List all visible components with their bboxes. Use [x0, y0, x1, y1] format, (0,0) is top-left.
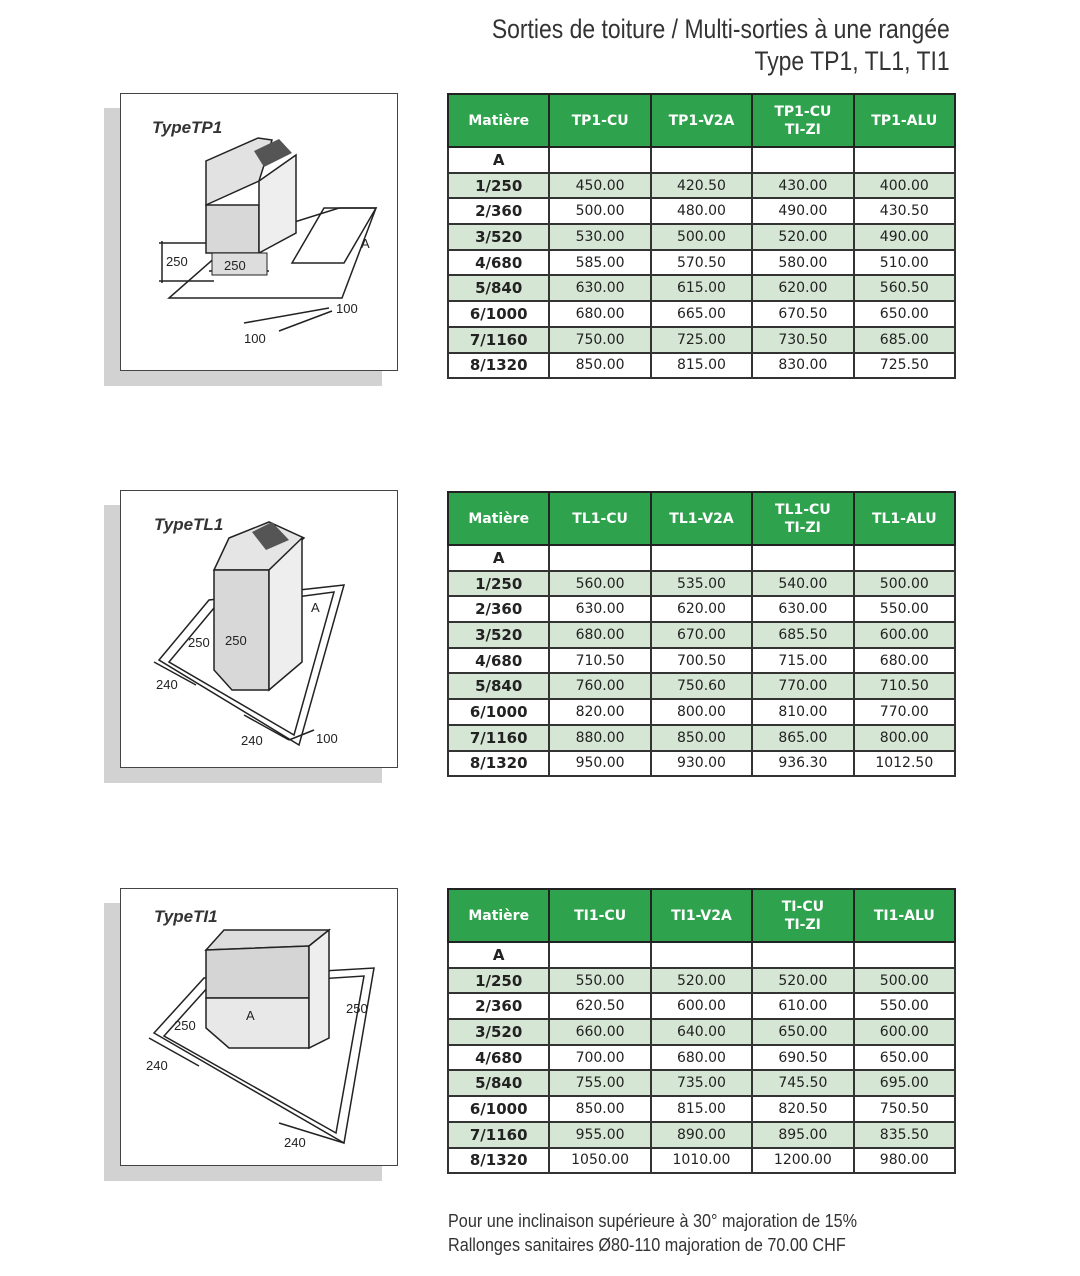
svg-text:A: A: [361, 236, 370, 251]
tl1-diagram: [104, 490, 398, 783]
size-cell: 2/360: [448, 596, 549, 622]
price-cell: 715.00: [752, 648, 853, 674]
price-cell: 950.00: [549, 751, 650, 777]
price-cell: 600.00: [854, 1019, 955, 1045]
svg-text:100: 100: [316, 731, 338, 746]
price-cell: 865.00: [752, 725, 853, 751]
svg-text:TypeTP1: TypeTP1: [152, 118, 223, 137]
svg-text:250: 250: [174, 1018, 196, 1033]
price-cell: 530.00: [549, 224, 650, 250]
price-cell: 850.00: [651, 725, 752, 751]
empty-cell: [651, 942, 752, 968]
page-subtitle: Type TP1, TL1, TI1: [754, 46, 950, 76]
empty-cell: [854, 942, 955, 968]
price-cell: 650.00: [752, 1019, 853, 1045]
price-cell: 750.00: [549, 327, 650, 353]
note-extensions: Rallonges sanitaires Ø80-110 majoration de 70.00 CHF: [448, 1235, 846, 1255]
price-cell: 600.00: [854, 622, 955, 648]
column-header: TL1-CU: [549, 492, 650, 545]
empty-cell: [651, 545, 752, 571]
size-cell: 2/360: [448, 993, 549, 1019]
header-row: [448, 492, 955, 545]
price-cell: 700.50: [651, 648, 752, 674]
ti1-diagram: [104, 888, 398, 1181]
table-row: [448, 301, 955, 327]
price-cell: 560.00: [549, 571, 650, 597]
price-cell: 500.00: [854, 968, 955, 994]
svg-text:250: 250: [224, 258, 246, 273]
price-cell: 570.50: [651, 250, 752, 276]
table-row: [448, 250, 955, 276]
svg-text:250: 250: [346, 1001, 368, 1016]
price-cell: 480.00: [651, 198, 752, 224]
table-row: [448, 648, 955, 674]
size-cell: 7/1160: [448, 1122, 549, 1148]
price-cell: 1012.50: [854, 751, 955, 777]
empty-cell: [549, 147, 650, 173]
column-header: TL1-ALU: [854, 492, 955, 545]
price-cell: 550.00: [854, 993, 955, 1019]
table-row: [448, 224, 955, 250]
table-row: [448, 1019, 955, 1045]
size-cell: 3/520: [448, 622, 549, 648]
table-row: [448, 1122, 955, 1148]
table-row: [448, 353, 955, 379]
price-table-ti1: [447, 888, 956, 1174]
subheader-row: [448, 942, 955, 968]
price-cell: 930.00: [651, 751, 752, 777]
figure-tl1: [104, 490, 398, 783]
price-cell: 450.00: [549, 173, 650, 199]
size-cell: 5/840: [448, 1070, 549, 1096]
table-row: [448, 1045, 955, 1071]
column-header: Matière: [448, 94, 549, 147]
header-row: [448, 94, 955, 147]
price-cell: 500.00: [854, 571, 955, 597]
price-cell: 430.00: [752, 173, 853, 199]
dimension-label: A: [448, 147, 549, 173]
size-cell: 4/680: [448, 250, 549, 276]
table-row: [448, 751, 955, 777]
dimension-label: A: [448, 942, 549, 968]
price-cell: 400.00: [854, 173, 955, 199]
price-cell: 490.00: [752, 198, 853, 224]
table-row: [448, 993, 955, 1019]
price-cell: 735.00: [651, 1070, 752, 1096]
column-header: TP1-V2A: [651, 94, 752, 147]
price-table-tl1: [447, 491, 956, 777]
price-cell: 600.00: [651, 993, 752, 1019]
svg-text:TypeTI1: TypeTI1: [154, 907, 218, 926]
price-cell: 520.00: [651, 968, 752, 994]
column-header: TP1-CU TI-ZI: [752, 94, 853, 147]
svg-text:100: 100: [244, 331, 266, 346]
price-cell: 880.00: [549, 725, 650, 751]
table-row: [448, 327, 955, 353]
price-cell: 1010.00: [651, 1148, 752, 1174]
figure-ti1: [104, 888, 398, 1181]
price-cell: 820.00: [549, 699, 650, 725]
price-cell: 980.00: [854, 1148, 955, 1174]
svg-text:A: A: [311, 600, 320, 615]
price-cell: 680.00: [549, 301, 650, 327]
svg-text:250: 250: [166, 254, 188, 269]
size-cell: 4/680: [448, 648, 549, 674]
size-cell: 7/1160: [448, 327, 549, 353]
price-cell: 680.00: [651, 1045, 752, 1071]
svg-text:240: 240: [284, 1135, 306, 1150]
price-cell: 665.00: [651, 301, 752, 327]
column-header: TL1-CU TI-ZI: [752, 492, 853, 545]
price-cell: 800.00: [854, 725, 955, 751]
size-cell: 8/1320: [448, 353, 549, 379]
column-header: TI1-ALU: [854, 889, 955, 942]
table-row: [448, 1148, 955, 1174]
subheader-row: [448, 545, 955, 571]
price-cell: 650.00: [854, 301, 955, 327]
price-cell: 430.50: [854, 198, 955, 224]
size-cell: 1/250: [448, 571, 549, 597]
price-cell: 760.00: [549, 673, 650, 699]
price-cell: 680.00: [854, 648, 955, 674]
price-cell: 560.50: [854, 275, 955, 301]
price-cell: 815.00: [651, 1096, 752, 1122]
price-cell: 550.00: [854, 596, 955, 622]
empty-cell: [549, 942, 650, 968]
price-cell: 630.00: [549, 596, 650, 622]
price-cell: 710.50: [854, 673, 955, 699]
price-cell: 490.00: [854, 224, 955, 250]
price-cell: 725.00: [651, 327, 752, 353]
price-cell: 800.00: [651, 699, 752, 725]
price-cell: 680.00: [549, 622, 650, 648]
price-cell: 670.00: [651, 622, 752, 648]
table-row: [448, 173, 955, 199]
price-cell: 420.50: [651, 173, 752, 199]
price-cell: 510.00: [854, 250, 955, 276]
price-cell: 630.00: [549, 275, 650, 301]
price-cell: 770.00: [854, 699, 955, 725]
empty-cell: [752, 147, 853, 173]
price-cell: 700.00: [549, 1045, 650, 1071]
size-cell: 4/680: [448, 1045, 549, 1071]
price-cell: 620.00: [651, 596, 752, 622]
price-cell: 550.00: [549, 968, 650, 994]
table-row: [448, 725, 955, 751]
empty-cell: [752, 545, 853, 571]
price-cell: 580.00: [752, 250, 853, 276]
price-cell: 620.00: [752, 275, 853, 301]
price-cell: 520.00: [752, 224, 853, 250]
size-cell: 3/520: [448, 1019, 549, 1045]
size-cell: 8/1320: [448, 751, 549, 777]
price-cell: 730.50: [752, 327, 853, 353]
tp1-diagram: [104, 93, 398, 386]
size-cell: 5/840: [448, 275, 549, 301]
price-cell: 520.00: [752, 968, 853, 994]
svg-text:TypeTL1: TypeTL1: [154, 515, 224, 534]
svg-text:A: A: [246, 1008, 255, 1023]
column-header: TL1-V2A: [651, 492, 752, 545]
svg-text:240: 240: [156, 677, 178, 692]
page-title: Sorties de toiture / Multi-sorties à une rangée: [492, 14, 950, 44]
table-row: [448, 622, 955, 648]
price-cell: 750.60: [651, 673, 752, 699]
size-cell: 3/520: [448, 224, 549, 250]
size-cell: 1/250: [448, 173, 549, 199]
size-cell: 6/1000: [448, 301, 549, 327]
price-cell: 810.00: [752, 699, 853, 725]
column-header: TP1-ALU: [854, 94, 955, 147]
price-cell: 620.50: [549, 993, 650, 1019]
size-cell: 2/360: [448, 198, 549, 224]
price-cell: 670.50: [752, 301, 853, 327]
empty-cell: [752, 942, 853, 968]
price-cell: 630.00: [752, 596, 853, 622]
price-cell: 615.00: [651, 275, 752, 301]
note-inclination: Pour une inclinaison supérieure à 30° majoration de 15%: [448, 1211, 858, 1231]
size-cell: 1/250: [448, 968, 549, 994]
price-cell: 1200.00: [752, 1148, 853, 1174]
empty-cell: [854, 545, 955, 571]
price-cell: 690.50: [752, 1045, 853, 1071]
price-cell: 755.00: [549, 1070, 650, 1096]
table-row: [448, 596, 955, 622]
price-cell: 540.00: [752, 571, 853, 597]
price-cell: 835.50: [854, 1122, 955, 1148]
price-cell: 660.00: [549, 1019, 650, 1045]
table-row: [448, 673, 955, 699]
svg-text:250: 250: [188, 635, 210, 650]
empty-cell: [651, 147, 752, 173]
subheader-row: [448, 147, 955, 173]
size-cell: 7/1160: [448, 725, 549, 751]
empty-cell: [549, 545, 650, 571]
header-row: [448, 889, 955, 942]
price-cell: 585.00: [549, 250, 650, 276]
empty-cell: [854, 147, 955, 173]
size-cell: 8/1320: [448, 1148, 549, 1174]
figure-tp1: [104, 93, 398, 386]
size-cell: 6/1000: [448, 1096, 549, 1122]
price-table-tp1: [447, 93, 956, 379]
column-header: TI1-CU: [549, 889, 650, 942]
column-header: TI1-V2A: [651, 889, 752, 942]
price-cell: 820.50: [752, 1096, 853, 1122]
column-header: Matière: [448, 492, 549, 545]
price-cell: 640.00: [651, 1019, 752, 1045]
price-cell: 895.00: [752, 1122, 853, 1148]
price-cell: 750.50: [854, 1096, 955, 1122]
table-row: [448, 699, 955, 725]
svg-text:240: 240: [241, 733, 263, 748]
price-cell: 685.00: [854, 327, 955, 353]
table-row: [448, 571, 955, 597]
price-cell: 890.00: [651, 1122, 752, 1148]
price-cell: 535.00: [651, 571, 752, 597]
price-cell: 725.50: [854, 353, 955, 379]
table-row: [448, 1070, 955, 1096]
price-cell: 745.50: [752, 1070, 853, 1096]
price-cell: 850.00: [549, 1096, 650, 1122]
price-cell: 650.00: [854, 1045, 955, 1071]
price-cell: 815.00: [651, 353, 752, 379]
table-row: [448, 968, 955, 994]
price-cell: 770.00: [752, 673, 853, 699]
price-cell: 850.00: [549, 353, 650, 379]
svg-text:250: 250: [225, 633, 247, 648]
price-cell: 500.00: [549, 198, 650, 224]
size-cell: 5/840: [448, 673, 549, 699]
price-cell: 710.50: [549, 648, 650, 674]
table-row: [448, 198, 955, 224]
size-cell: 6/1000: [448, 699, 549, 725]
price-cell: 685.50: [752, 622, 853, 648]
price-cell: 955.00: [549, 1122, 650, 1148]
svg-text:240: 240: [146, 1058, 168, 1073]
price-cell: 695.00: [854, 1070, 955, 1096]
price-cell: 610.00: [752, 993, 853, 1019]
price-cell: 1050.00: [549, 1148, 650, 1174]
price-cell: 830.00: [752, 353, 853, 379]
price-cell: 936.30: [752, 751, 853, 777]
column-header: Matière: [448, 889, 549, 942]
svg-text:100: 100: [336, 301, 358, 316]
table-row: [448, 275, 955, 301]
table-row: [448, 1096, 955, 1122]
dimension-label: A: [448, 545, 549, 571]
column-header: TP1-CU: [549, 94, 650, 147]
price-cell: 500.00: [651, 224, 752, 250]
column-header: TI-CU TI-ZI: [752, 889, 853, 942]
